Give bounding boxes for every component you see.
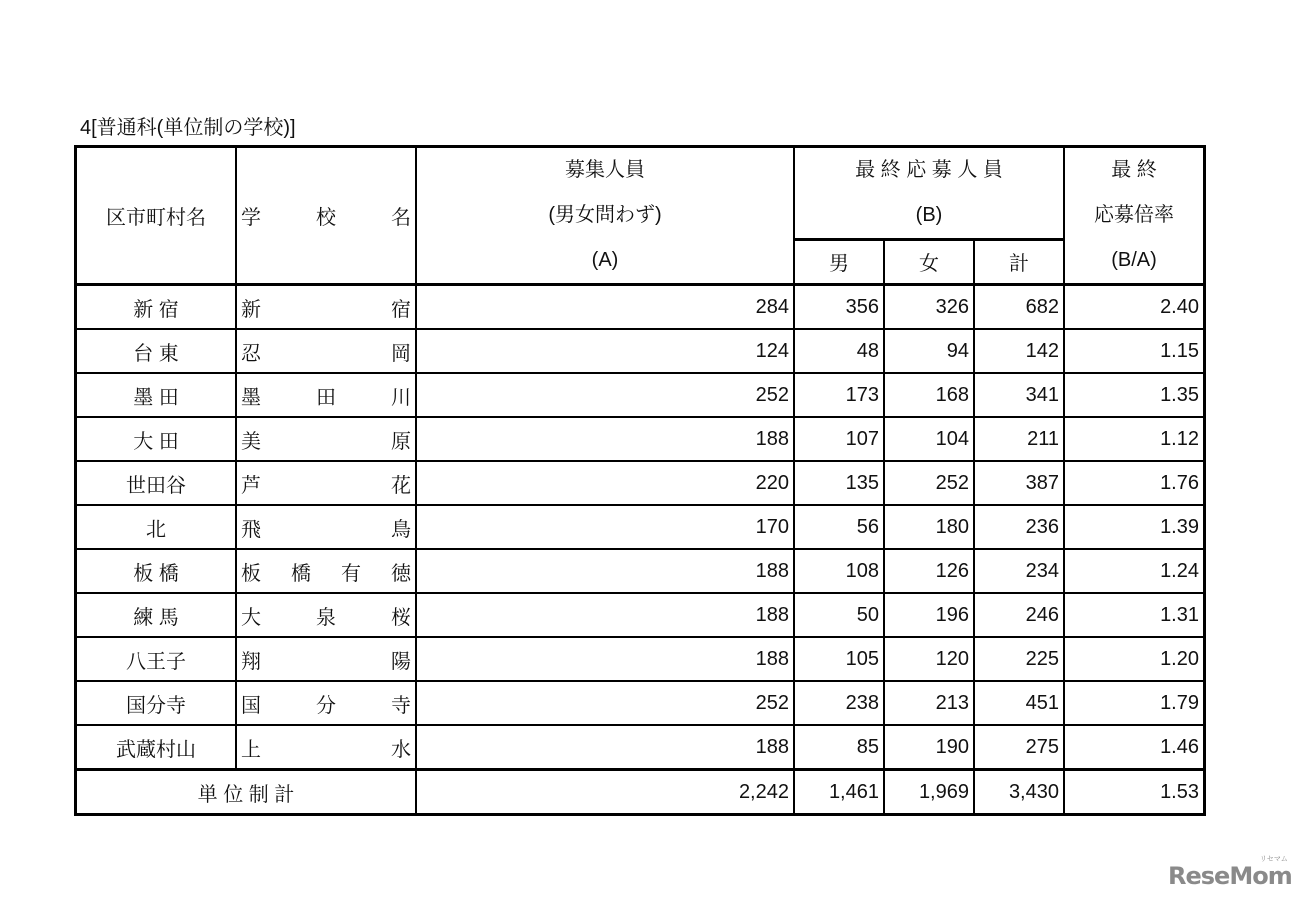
female-applicants: 196 [884,593,974,637]
ward-name: 練 馬 [76,593,237,637]
male-applicants: 105 [794,637,884,681]
section-title: 4[普通科(単位制の学校)] [80,117,296,139]
female-applicants: 213 [884,681,974,725]
school-cell [236,549,441,593]
capacity: 252 [416,373,794,417]
summary-label: 単 位 制 計 [76,770,417,815]
school-name: 芦花 [241,474,541,497]
capacity-code: (A) [591,249,619,271]
applicants-table [74,145,1206,816]
header-ward: 区市町村名 [76,147,237,285]
school-cell [236,373,466,417]
school-name: 大泉桜 [241,606,466,629]
ratio-label-2: 応募倍率 [1094,204,1174,226]
ward-name: 世田谷 [76,461,237,505]
total-applicants: 682 [974,285,1064,330]
ratio: 1.20 [1064,637,1205,681]
male-applicants: 238 [794,681,884,725]
total-applicants: 341 [974,373,1064,417]
capacity: 284 [416,285,794,330]
resemom-logo: ReseMom リセマム [1168,855,1292,890]
header-applicants [794,147,1064,240]
header-school: 学校名 [241,207,466,229]
ward-name: 武蔵村山 [76,725,237,770]
ward-name: 新 宿 [76,285,237,330]
header-total: 計 [974,240,1064,285]
capacity: 188 [416,593,794,637]
capacity: 188 [416,725,794,770]
school-name: 忍岡 [241,342,541,365]
school-cell [236,285,541,330]
header-capacity [416,147,794,285]
total-applicants: 387 [974,461,1064,505]
school-cell [236,681,466,725]
table-row [76,549,1205,593]
male-applicants: 50 [794,593,884,637]
school-cell [236,637,541,681]
table-row [76,505,1205,549]
ratio: 1.46 [1064,725,1205,770]
summary-capacity: 2,242 [416,770,794,815]
school-name: 上水 [241,738,541,761]
total-applicants: 451 [974,681,1064,725]
summary-total: 3,430 [974,770,1064,815]
school-name: 飛鳥 [241,518,541,541]
capacity-note: (男女問わず) [548,204,662,226]
table-row [76,285,1205,330]
female-applicants: 168 [884,373,974,417]
male-applicants: 173 [794,373,884,417]
male-applicants: 107 [794,417,884,461]
summary-ratio: 1.53 [1064,770,1205,815]
male-applicants: 85 [794,725,884,770]
total-applicants: 236 [974,505,1064,549]
summary-male: 1,461 [794,770,884,815]
female-applicants: 190 [884,725,974,770]
ward-name: 八王子 [76,637,237,681]
total-applicants: 275 [974,725,1064,770]
school-cell [236,593,466,637]
school-name: 墨田川 [241,386,466,409]
capacity: 124 [416,329,794,373]
male-applicants: 135 [794,461,884,505]
table-row [76,417,1205,461]
ward-name: 板 橋 [76,549,237,593]
female-applicants: 180 [884,505,974,549]
ratio-code: (B/A) [1111,249,1157,271]
header-row [76,147,1205,240]
male-applicants: 56 [794,505,884,549]
ratio: 1.79 [1064,681,1205,725]
school-name: 国分寺 [241,694,466,717]
female-applicants: 94 [884,329,974,373]
male-applicants: 356 [794,285,884,330]
school-name: 翔陽 [241,650,541,673]
applicants-code: (B) [915,204,943,227]
capacity: 188 [416,549,794,593]
female-applicants: 126 [884,549,974,593]
total-applicants: 142 [974,329,1064,373]
school-cell [236,505,541,549]
female-applicants: 326 [884,285,974,330]
school-name: 板橋有徳 [241,562,441,585]
ward-name: 国分寺 [76,681,237,725]
header-ratio [1064,147,1205,285]
ratio: 1.39 [1064,505,1205,549]
capacity-label: 募集人員 [565,159,645,181]
header-school-cell [236,147,466,285]
summary-female: 1,969 [884,770,974,815]
table-row [76,373,1205,417]
school-cell [236,417,541,461]
capacity: 188 [416,417,794,461]
school-cell [236,725,541,770]
capacity: 252 [416,681,794,725]
table-row [76,461,1205,505]
total-applicants: 234 [974,549,1064,593]
ratio: 1.24 [1064,549,1205,593]
capacity: 220 [416,461,794,505]
ratio: 1.76 [1064,461,1205,505]
school-name: 新宿 [241,298,541,321]
ward-name: 台 東 [76,329,237,373]
ratio-label-1: 最 終 [1111,159,1157,181]
male-applicants: 108 [794,549,884,593]
ward-name: 北 [76,505,237,549]
total-applicants: 225 [974,637,1064,681]
capacity: 170 [416,505,794,549]
table-row [76,681,1205,725]
ratio: 1.15 [1064,329,1205,373]
ratio: 2.40 [1064,285,1205,330]
ratio: 1.12 [1064,417,1205,461]
summary-row [76,770,1205,815]
female-applicants: 252 [884,461,974,505]
table-row [76,637,1205,681]
capacity: 188 [416,637,794,681]
table-row [76,593,1205,637]
total-applicants: 246 [974,593,1064,637]
header-male: 男 [794,240,884,285]
ratio: 1.31 [1064,593,1205,637]
ratio: 1.35 [1064,373,1205,417]
female-applicants: 104 [884,417,974,461]
school-name: 美原 [241,430,541,453]
table-row [76,725,1205,770]
table-row [76,329,1205,373]
school-cell [236,329,541,373]
applicants-label: 最 終 応 募 人 員 [855,159,1003,182]
male-applicants: 48 [794,329,884,373]
ward-name: 墨 田 [76,373,237,417]
female-applicants: 120 [884,637,974,681]
header-female: 女 [884,240,974,285]
ward-name: 大 田 [76,417,237,461]
school-cell [236,461,541,505]
total-applicants: 211 [974,417,1064,461]
